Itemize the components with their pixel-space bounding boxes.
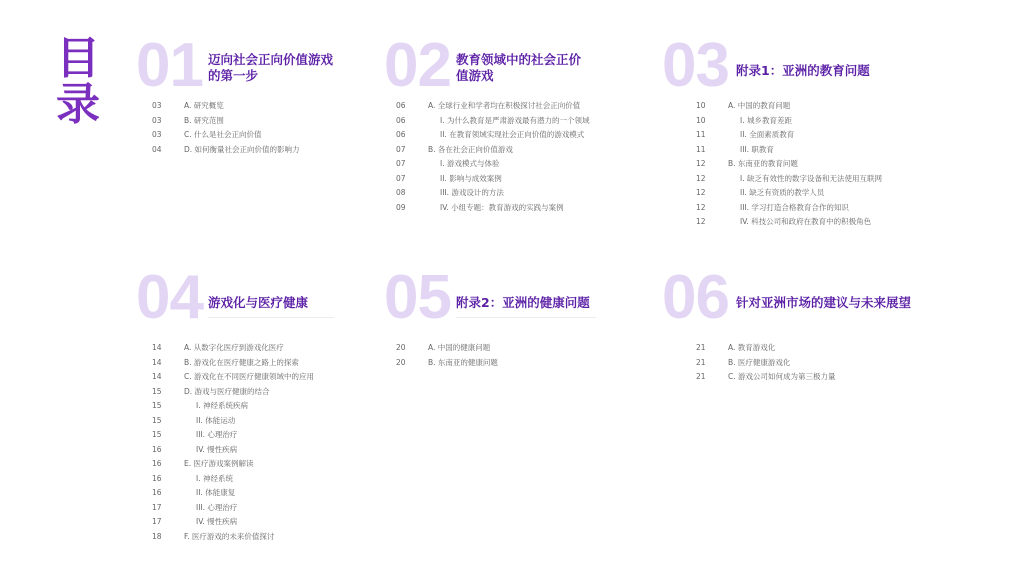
section-06 xyxy=(662,263,922,388)
toc-item-page: 16 xyxy=(152,488,162,497)
toc-item-label: B. 东南亚的健康问题 xyxy=(428,357,498,367)
section-number: 04 xyxy=(136,263,203,332)
toc-item-page: 09 xyxy=(396,202,406,212)
toc-item-page: 06 xyxy=(396,130,406,139)
toc-item[interactable] xyxy=(396,356,616,371)
toc-item-label: A. 研究概览 xyxy=(184,101,224,110)
toc-item[interactable] xyxy=(152,114,352,129)
section-number: 06 xyxy=(662,263,729,332)
toc-item-label: D. 游戏与医疗健康的结合 xyxy=(184,386,270,396)
toc-item-page: 08 xyxy=(396,188,406,197)
toc-item-page: 14 xyxy=(152,372,162,381)
toc-item[interactable] xyxy=(152,414,352,429)
toc-item[interactable] xyxy=(396,128,616,143)
section-heading-line: 附录2：亚洲的健康问题 xyxy=(456,295,590,310)
toc-item[interactable] xyxy=(152,530,352,545)
toc-item[interactable] xyxy=(396,114,616,129)
toc-item[interactable] xyxy=(152,443,352,458)
toc-item-label: IV. 小组专题：教育游戏的实践与案例 xyxy=(440,202,564,212)
toc-item-label: A. 教育游戏化 xyxy=(728,343,776,352)
toc-item[interactable] xyxy=(696,143,906,158)
section-number: 02 xyxy=(384,31,451,100)
toc-item-label: I. 神经系统疾病 xyxy=(196,401,248,410)
toc-item[interactable] xyxy=(696,114,906,129)
toc-item-label: III. 心理治疗 xyxy=(196,430,238,439)
toc-item[interactable] xyxy=(152,428,352,443)
section-heading-line: 迈向社会正向价值游戏 xyxy=(208,52,334,67)
toc-item-label: F. 医疗游戏的未来价值探讨 xyxy=(184,531,275,541)
toc-item-page: 14 xyxy=(152,343,162,352)
section-03 xyxy=(662,31,902,236)
toc-item[interactable] xyxy=(152,457,352,472)
section-heading xyxy=(208,295,308,311)
heading-divider xyxy=(208,317,334,318)
toc-item-label: II. 缺乏有资质的教学人员 xyxy=(740,188,825,197)
toc-item[interactable] xyxy=(696,201,906,216)
section-heading xyxy=(736,295,911,311)
toc-item-label: I. 缺乏有效性的数字设备和无法使用互联网 xyxy=(740,173,882,183)
toc-item[interactable] xyxy=(396,157,616,172)
toc-item[interactable] xyxy=(696,99,906,114)
toc-item-label: IV. 慢性疾病 xyxy=(196,517,238,526)
section-heading-line: 值游戏 xyxy=(456,68,494,83)
toc-item-page: 15 xyxy=(152,430,162,439)
toc-item-label: III. 学习打造合格教育合作的知识 xyxy=(740,202,849,212)
toc-item[interactable] xyxy=(152,370,352,385)
toc-title xyxy=(56,33,100,130)
toc-item-label: A. 中国的教育问题 xyxy=(728,101,791,110)
toc-item-page: 15 xyxy=(152,415,162,425)
toc-item-page: 21 xyxy=(696,372,706,381)
toc-item[interactable] xyxy=(696,370,916,385)
toc-item-label: II. 体能运动 xyxy=(196,415,236,425)
toc-item-page: 10 xyxy=(696,115,706,125)
toc-item[interactable] xyxy=(696,128,906,143)
toc-item[interactable] xyxy=(396,186,616,201)
toc-item[interactable] xyxy=(396,143,616,158)
section-02 xyxy=(384,31,614,226)
toc-list xyxy=(152,341,352,544)
toc-item-label: B. 游戏化在医疗健康之路上的探索 xyxy=(184,357,299,367)
toc-item-label: B. 研究范围 xyxy=(184,115,224,125)
section-heading-line: 教育领域中的社会正价 xyxy=(456,52,582,67)
toc-item[interactable] xyxy=(696,341,916,356)
toc-item-page: 14 xyxy=(152,357,162,367)
toc-item-page: 16 xyxy=(152,444,162,454)
toc-title-char-1: 目 xyxy=(56,33,100,84)
toc-item-label: III. 职教育 xyxy=(740,144,774,154)
toc-list xyxy=(396,99,616,215)
toc-item[interactable] xyxy=(152,486,352,501)
toc-item-page: 04 xyxy=(152,144,162,154)
toc-item-label: III. 心理治疗 xyxy=(196,502,238,512)
toc-item[interactable] xyxy=(696,215,906,230)
toc-item-label: I. 神经系统 xyxy=(196,473,233,483)
toc-item-label: A. 从数字化医疗到游戏化医疗 xyxy=(184,343,284,352)
toc-item-label: B. 医疗健康游戏化 xyxy=(728,357,791,367)
section-heading xyxy=(736,63,870,79)
toc-list xyxy=(696,99,906,230)
toc-item[interactable] xyxy=(396,341,616,356)
toc-item-page: 21 xyxy=(696,357,706,367)
toc-item-page: 16 xyxy=(152,459,162,468)
toc-list xyxy=(152,99,352,157)
toc-item-page: 07 xyxy=(396,159,406,168)
toc-item[interactable] xyxy=(152,341,352,356)
heading-divider xyxy=(456,317,596,318)
section-heading-line: 针对亚洲市场的建议与未来展望 xyxy=(736,295,912,310)
section-number: 01 xyxy=(136,31,203,100)
toc-item-label: C. 什么是社会正向价值 xyxy=(184,130,262,139)
toc-item[interactable] xyxy=(396,99,616,114)
toc-item-page: 20 xyxy=(396,357,406,367)
toc-item-page: 03 xyxy=(152,101,162,110)
toc-item[interactable] xyxy=(696,186,906,201)
toc-item-page: 12 xyxy=(696,173,706,183)
section-heading xyxy=(456,295,590,311)
section-heading xyxy=(456,52,581,84)
toc-item[interactable] xyxy=(696,157,906,172)
toc-item-page: 20 xyxy=(396,343,406,352)
toc-item-label: B. 东南亚的教育问题 xyxy=(728,159,798,168)
toc-item[interactable] xyxy=(152,399,352,414)
toc-item-page: 07 xyxy=(396,173,406,183)
toc-item-page: 12 xyxy=(696,217,706,226)
toc-item-page: 06 xyxy=(396,115,406,125)
section-heading-line: 游戏化与医疗健康 xyxy=(208,295,309,310)
toc-item-page: 06 xyxy=(396,101,406,110)
toc-item-label: C. 游戏化在不同医疗健康领域中的应用 xyxy=(184,372,315,381)
toc-item[interactable] xyxy=(696,356,916,371)
toc-item-page: 11 xyxy=(696,144,706,154)
toc-item[interactable] xyxy=(152,501,352,516)
toc-item-page: 12 xyxy=(696,159,706,168)
toc-item-page: 07 xyxy=(396,144,406,154)
toc-list xyxy=(696,341,916,385)
toc-item-page: 17 xyxy=(152,517,162,526)
section-heading-line: 附录1：亚洲的教育问题 xyxy=(736,63,870,78)
toc-item-page: 12 xyxy=(696,188,706,197)
toc-item-page: 16 xyxy=(152,473,162,483)
section-heading-line: 的第一步 xyxy=(208,68,259,83)
toc-item-page: 12 xyxy=(696,202,706,212)
toc-item-page: 15 xyxy=(152,401,162,410)
toc-item-label: II. 全面素质教育 xyxy=(740,130,795,139)
toc-item-label: IV. 科技公司和政府在教育中的积极角色 xyxy=(740,217,872,226)
toc-item-page: 17 xyxy=(152,502,162,512)
toc-item-page: 21 xyxy=(696,343,706,352)
toc-item[interactable] xyxy=(152,128,352,143)
toc-item-label: A. 全球行业和学者均在积极探讨社会正向价值 xyxy=(428,101,581,110)
toc-item-page: 10 xyxy=(696,101,706,110)
toc-item-page: 03 xyxy=(152,115,162,125)
toc-item-label: A. 中国的健康问题 xyxy=(428,343,491,352)
section-04 xyxy=(136,263,346,543)
toc-item-label: II. 影响与成效案例 xyxy=(440,173,502,183)
toc-item-label: B. 各在社会正向价值游戏 xyxy=(428,144,513,154)
toc-item[interactable] xyxy=(152,472,352,487)
section-number: 05 xyxy=(384,263,451,332)
toc-item-label: II. 在教育领域实现社会正向价值的游戏模式 xyxy=(440,130,585,139)
toc-item-page: 03 xyxy=(152,130,162,139)
toc-item-label: I. 游戏模式与体验 xyxy=(440,159,500,168)
toc-item-label: D. 如何衡量社会正向价值的影响力 xyxy=(184,144,300,154)
toc-item-label: I. 为什么教育是严肃游戏最有潜力的一个领域 xyxy=(440,115,590,125)
section-number: 03 xyxy=(662,31,729,100)
toc-item[interactable] xyxy=(152,143,352,158)
toc-item-page: 11 xyxy=(696,130,706,139)
toc-title-char-2: 录 xyxy=(56,79,100,130)
toc-item-label: II. 体能康复 xyxy=(196,488,236,497)
toc-item[interactable] xyxy=(396,201,616,216)
section-05 xyxy=(384,263,614,378)
toc-item[interactable] xyxy=(152,385,352,400)
toc-item-label: I. 城乡教育差距 xyxy=(740,115,792,125)
toc-item-page: 18 xyxy=(152,531,162,541)
section-01 xyxy=(136,31,346,166)
section-heading xyxy=(208,52,333,84)
toc-item-label: III. 游戏设计的方法 xyxy=(440,188,504,197)
toc-list xyxy=(396,341,616,370)
toc-item[interactable] xyxy=(152,99,352,114)
toc-item[interactable] xyxy=(696,172,906,187)
toc-item-label: IV. 慢性疾病 xyxy=(196,444,238,454)
toc-item-label: C. 游戏公司如何成为第三极力量 xyxy=(728,372,836,381)
toc-item-label: E. 医疗游戏案例解读 xyxy=(184,459,254,468)
toc-item-page: 15 xyxy=(152,386,162,396)
toc-item[interactable] xyxy=(396,172,616,187)
toc-item[interactable] xyxy=(152,515,352,530)
toc-item[interactable] xyxy=(152,356,352,371)
